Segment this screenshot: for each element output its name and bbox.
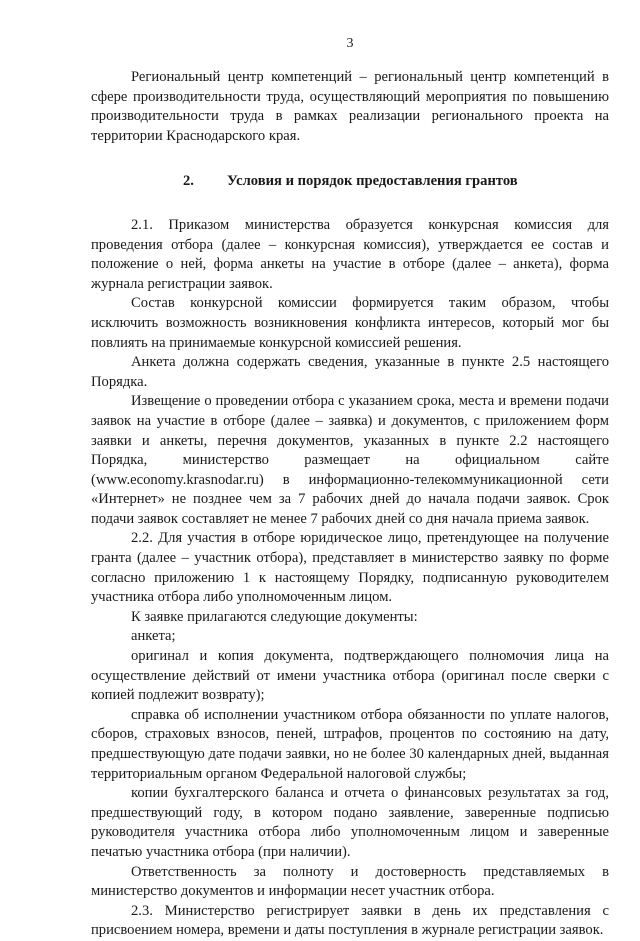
- paragraph-responsibility: Ответственность за полноту и достоверность представляемых в министерство документов и информации несет участник отбора.: [91, 863, 609, 900]
- paragraph-notice: Извещение о проведении отбора с указанием срока, места и времени подачи заявок на участие в отборе (далее – заявка) и документов, с приложением форм заявки и анкеты, перечня документов, указанных в пункте 2.2 настоящего Порядка, министерство размещает на официальном сайте (www.economy.krasnodar.ru) в информационно-телекоммуникационной сети «Интернет» не позднее чем за 7 рабочих дней до начала подачи заявок. Срок подачи заявок составляет не менее 7 рабочих дней со дня начала приема заявок.: [91, 393, 609, 527]
- paragraph-2-1: 2.1. Приказом министерства образуется конкурсная комиссия для проведения отбора (далее – конкурсная комиссия), утверждается ее состав и положение о ней, форма анкеты на участие в отборе (далее – анкета), форма журнала регистрации заявок.: [91, 216, 609, 292]
- paragraph-documents-intro: К заявке прилагаются следующие документы:: [131, 608, 418, 625]
- page-number: 3: [346, 36, 354, 51]
- list-item-balance-copies: копии бухгалтерского баланса и отчета о финансовых результатах за год, предшествующий году, в котором подано заявление, заверенные подписью руководителя участника отбора либо уполномоченным лицом и заверенные печатью участника отбора (при наличии).: [91, 785, 609, 860]
- section-heading: [91, 172, 609, 192]
- paragraph-commission-composition: Состав конкурсной комиссии формируется таким образом, чтобы исключить возможность возникновения конфликта интересов, который мог бы повлиять на принимаемые конкурсной комиссией решения.: [91, 295, 609, 351]
- section-number: 2.: [183, 173, 194, 190]
- document-body: [91, 68, 609, 941]
- list-item-tax-certificate: справка об исполнении участником отбора обязанности по уплате налогов, сборов, страховых взносов, пеней, штрафов, процентов по состоянию на дату, предшествующую дате подачи заявки, но не более 30 календарных дней, выданная территориальным органом Федеральной налоговой службы;: [91, 706, 609, 782]
- paragraph-2-2: 2.2. Для участия в отборе юридическое лицо, претендующее на получение гранта (далее – участник отбора), представляет в министерство заявку по форме согласно приложению 1 к настоящему Порядку, подписанную руководителем участника отбора либо уполномоченным лицом.: [91, 530, 609, 606]
- paragraph-2-3: 2.3. Министерство регистрирует заявки в день их представления с присвоением номера, времени и даты поступления в журнале регистрации заявок.: [91, 902, 609, 939]
- list-item-questionnaire: анкета;: [131, 628, 176, 645]
- paragraph-questionnaire: Анкета должна содержать сведения, указанные в пункте 2.5 настоящего Порядка.: [91, 354, 609, 390]
- intro-paragraph: Региональный центр компетенций – региональный центр компетенций в сфере производительности труда, осуществляющий мероприятия по повышению производительности труда в рамках реализации регионального проекта на территории Краснодарского края.: [91, 69, 609, 144]
- list-item-authority-document: оригинал и копия документа, подтверждающего полномочия лица на осуществление действий от имени участника отбора (оригинал после сверки с копией подлежит возврату);: [91, 648, 609, 704]
- section-title: Условия и порядок предоставления грантов: [227, 173, 518, 190]
